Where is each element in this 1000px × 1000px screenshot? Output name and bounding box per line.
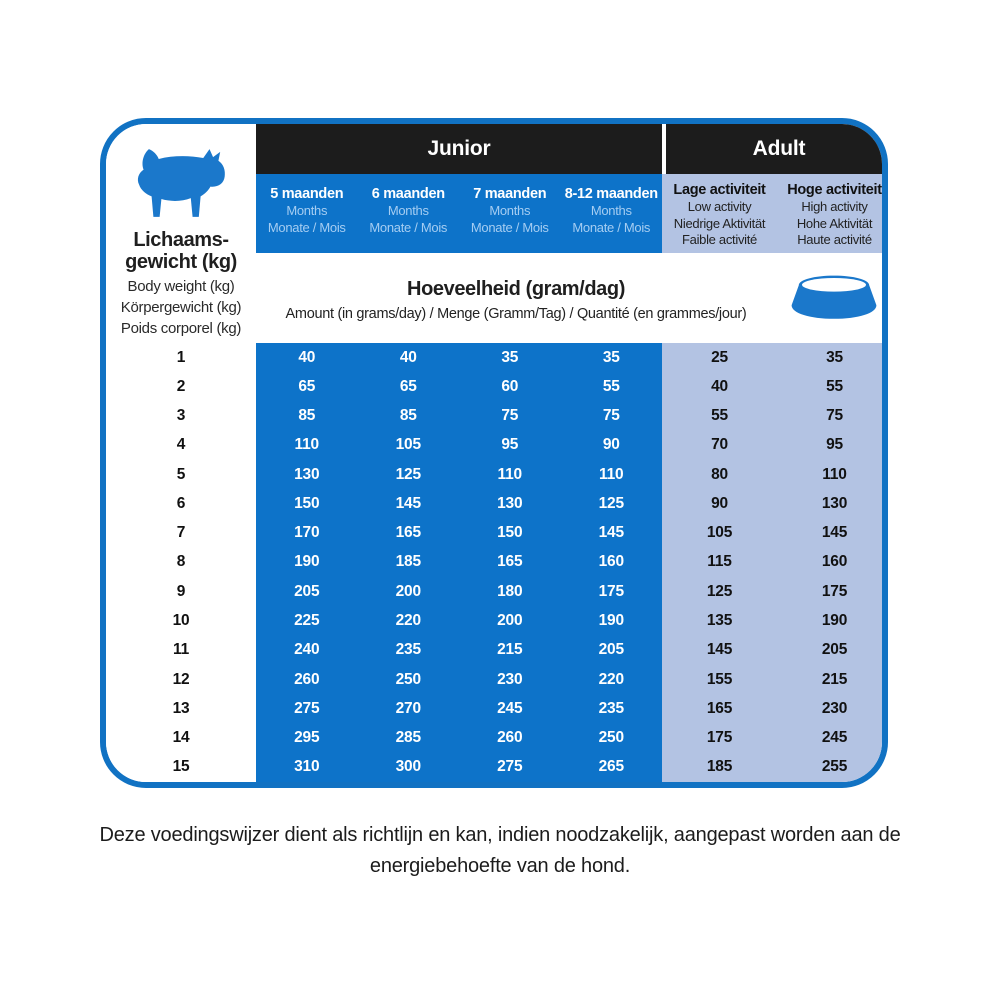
column-subtitle: High activity [801,199,868,215]
feeding-value-cell: 240 [256,636,358,665]
column-header-5-maanden [256,174,358,253]
feeding-value-cell: 75 [459,402,561,431]
body-weight-panel [106,124,256,343]
column-title: Lage activiteit [673,182,766,198]
feeding-value-cell: 295 [256,723,358,752]
feeding-value-cell: 70 [662,431,777,460]
feeding-value-cell: 200 [358,577,460,606]
weight-cell: 15 [106,753,256,782]
feeding-value-cell: 115 [662,548,777,577]
feeding-value-cell: 265 [561,753,663,782]
feeding-value-cell: 75 [777,402,888,431]
column-title: Hoge activiteit [787,182,882,198]
weight-cell: 2 [106,372,256,401]
feeding-value-cell: 65 [358,372,460,401]
feeding-value-cell: 85 [256,402,358,431]
column-title: 8-12 maanden [564,186,658,202]
column-subtitle: Monate / Mois [369,220,448,236]
feeding-value-cell: 235 [561,694,663,723]
column-subtitle: Monate / Mois [267,220,346,236]
column-title: 7 maanden [473,186,547,202]
feeding-value-cell: 180 [459,577,561,606]
body-weight-en: Body weight (kg) [127,278,235,296]
feeding-value-cell: 110 [561,460,663,489]
feeding-value-cell: 55 [561,372,663,401]
feeding-value-cell: 170 [256,519,358,548]
feeding-value-cell: 205 [777,636,888,665]
feeding-value-cell: 110 [777,460,888,489]
feeding-value-cell: 215 [777,665,888,694]
column-subtitle: Months [387,203,429,219]
feeding-value-cell: 145 [358,489,460,518]
feeding-value-cell: 160 [561,548,663,577]
column-subtitle: Months [286,203,328,219]
body-weight-title-line1: Lichaams- [133,229,229,251]
feeding-value-cell: 190 [777,606,888,635]
feeding-value-cell: 95 [459,431,561,460]
feeding-value-cell: 85 [358,402,460,431]
weight-cell: 11 [106,636,256,665]
column-subtitle: Niedrige Aktivität [673,215,766,231]
feeding-value-cell: 40 [662,372,777,401]
body-weight-title [125,230,237,273]
feeding-value-cell: 35 [777,343,888,372]
feeding-value-cell: 245 [459,694,561,723]
feeding-value-cell: 135 [662,606,777,635]
feeding-value-cell: 185 [358,548,460,577]
feeding-value-cell: 190 [561,606,663,635]
column-header-lage-activiteit [662,174,777,253]
body-weight-de: Körpergewicht (kg) [120,298,242,316]
feeding-value-cell: 130 [459,489,561,518]
column-subtitle: Haute activité [797,232,872,248]
feeding-value-cell: 175 [777,577,888,606]
feeding-value-cell: 205 [561,636,663,665]
feeding-value-cell: 150 [256,489,358,518]
footer-note [0,820,1000,882]
column-subtitle: Months [590,203,632,219]
weight-cell: 13 [106,694,256,723]
column-subtitle: Months [489,203,531,219]
column-subtitle: Monate / Mois [572,220,651,236]
column-header-6-maanden [358,174,460,253]
body-weight-translations [121,277,241,339]
feeding-value-cell: 40 [256,343,358,372]
weight-cell: 3 [106,402,256,431]
feeding-value-cell: 145 [662,636,777,665]
feeding-value-cell: 125 [561,489,663,518]
feeding-value-cell: 55 [777,372,888,401]
weight-cell: 8 [106,548,256,577]
feeding-value-cell: 275 [459,753,561,782]
feeding-value-cell: 150 [459,519,561,548]
column-header-8-12-maanden [561,174,663,253]
feeding-value-cell: 125 [358,460,460,489]
weight-cell: 10 [106,606,256,635]
feeding-value-cell: 235 [358,636,460,665]
column-subtitle: Low activity [687,199,752,215]
feeding-value-cell: 155 [662,665,777,694]
footer-note-text: Deze voedingswijzer dient als richtlijn en kan, indien noodzakelijk, aangepast worden aan de energiebehoefte van de hond. [99,824,901,877]
bowl-icon-area [776,272,888,324]
feeding-value-cell: 310 [256,753,358,782]
feeding-value-cell: 165 [358,519,460,548]
weight-cell: 14 [106,723,256,752]
feeding-value-cell: 230 [777,694,888,723]
feeding-value-cell: 165 [662,694,777,723]
feeding-guide-table [100,118,888,788]
feeding-value-cell: 220 [358,606,460,635]
feeding-value-cell: 205 [256,577,358,606]
amount-subtitle: Amount (in grams/day) / Menge (Gramm/Tag) / Quantité (en grammes/jour) [285,306,747,322]
column-subtitle: Hohe Aktivität [796,215,873,231]
feeding-value-cell: 25 [662,343,777,372]
feeding-value-cell: 110 [459,460,561,489]
amount-banner-text [256,274,776,322]
feeding-value-cell: 55 [662,402,777,431]
feeding-value-cell: 95 [777,431,888,460]
weight-cell: 5 [106,460,256,489]
feeding-value-cell: 145 [777,519,888,548]
feeding-value-cell: 75 [561,402,663,431]
feeding-value-cell: 40 [358,343,460,372]
feeding-value-cell: 110 [256,431,358,460]
feeding-value-cell: 230 [459,665,561,694]
feeding-value-cell: 160 [777,548,888,577]
feeding-value-cell: 105 [662,519,777,548]
column-subtitle: Faible activité [682,232,757,248]
feeding-value-cell: 90 [662,489,777,518]
feeding-value-cell: 300 [358,753,460,782]
junior-group-header [256,124,662,174]
feeding-value-cell: 185 [662,753,777,782]
feeding-value-cell: 260 [256,665,358,694]
body-weight-fr: Poids corporel (kg) [120,319,242,337]
feeding-value-cell: 250 [561,723,663,752]
feeding-value-cell: 220 [561,665,663,694]
feeding-value-cell: 130 [256,460,358,489]
body-weight-title-line2: gewicht (kg) [125,250,237,273]
feeding-value-cell: 60 [459,372,561,401]
column-header-hoge-activiteit [777,174,888,253]
adult-group-header [662,124,888,174]
amount-title: Hoeveelheid (gram/dag) [407,278,625,300]
weight-cell: 9 [106,577,256,606]
feeding-value-cell: 215 [459,636,561,665]
feeding-value-cell: 175 [662,723,777,752]
feeding-value-cell: 125 [662,577,777,606]
dog-bowl-icon [786,272,882,324]
feeding-value-cell: 65 [256,372,358,401]
dog-silhouette-icon [132,142,230,224]
feeding-value-cell: 270 [358,694,460,723]
feeding-value-cell: 80 [662,460,777,489]
feeding-value-cell: 105 [358,431,460,460]
feeding-value-cell: 130 [777,489,888,518]
feeding-value-cell: 275 [256,694,358,723]
weight-cell: 7 [106,519,256,548]
weight-cell: 6 [106,489,256,518]
adult-group-label: Adult [752,137,806,160]
junior-group-label: Junior [427,137,491,160]
feeding-value-cell: 35 [459,343,561,372]
feeding-value-cell: 200 [459,606,561,635]
column-title: 6 maanden [371,186,445,202]
column-header-7-maanden [459,174,561,253]
weight-cell: 12 [106,665,256,694]
feeding-value-cell: 250 [358,665,460,694]
column-title: 5 maanden [270,186,344,202]
feeding-value-cell: 145 [561,519,663,548]
feeding-value-cell: 245 [777,723,888,752]
weight-cell: 4 [106,431,256,460]
amount-banner [256,253,888,343]
feeding-value-cell: 90 [561,431,663,460]
column-subtitle: Monate / Mois [470,220,549,236]
feeding-value-cell: 165 [459,548,561,577]
weight-cell: 1 [106,343,256,372]
feeding-value-cell: 35 [561,343,663,372]
feeding-value-cell: 285 [358,723,460,752]
feeding-value-cell: 260 [459,723,561,752]
feeding-value-cell: 255 [777,753,888,782]
feeding-value-cell: 225 [256,606,358,635]
feeding-value-cell: 190 [256,548,358,577]
feeding-value-cell: 175 [561,577,663,606]
